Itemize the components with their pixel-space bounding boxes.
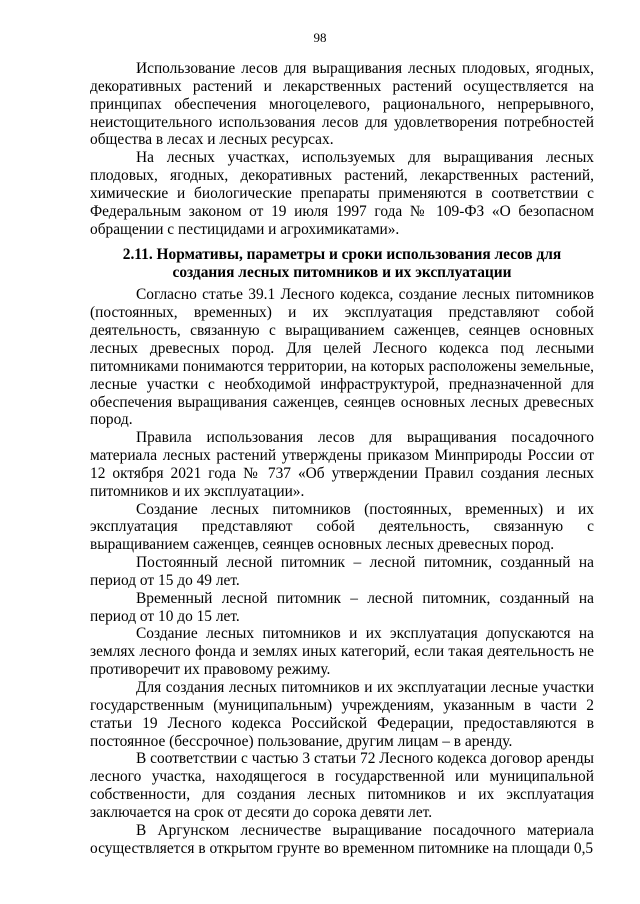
paragraph: В соответствии с частью 3 статьи 72 Лесного кодекса договор аренды лесного участка, находящегося в государственной или муниципальной собственности, для создания лесных питомников и их эксплуатация заключается на срок от десяти до сорока девяти лет. [90,750,594,821]
page-number: 98 [313,30,327,45]
page-body [90,60,594,857]
paragraph: Постоянный лесной питомник – лесной питомник, созданный на период от 15 до 49 лет. [90,554,594,589]
paragraph: Согласно статье 39.1 Лесного кодекса, создание лесных питомников (постоянных, временных) и их эксплуатация представляют собой деятельность, связанную с выращиванием саженцев, сеянцев основных лесных древесных пород. Для целей Лесного кодекса под лесными питомниками понимаются территории, на которых расположены земельные, лесные участки с необходимой инфраструктурой, предназначенной для обеспечения выращивания саженцев, сеянцев основных лесных древесных пород. [90,286,594,429]
paragraph: На лесных участках, используемых для выращивания лесных плодовых, ягодных, декоративных растений, лекарственных растений, химические и биологические препараты применяются в соответствии с Федеральным законом от 19 июля 1997 года № 109-ФЗ «О безопасном обращении с пестицидами и агрохимикатами». [90,149,594,238]
paragraph-last: В Аргунском лесничестве выращивание посадочного материала осуществляется в открытом грунте во временном питомнике на площади 0,5 [90,821,594,857]
paragraph: Использование лесов для выращивания лесных плодовых, ягодных, декоративных растений и лекарственных растений осуществляется на принципах обеспечения многоцелевого, рационального, непрерывного, неистощительного использования лесов для удовлетворения потребностей общества в лесах и лесных ресурсах. [90,60,594,149]
paragraph: Правила использования лесов для выращивания посадочного материала лесных растений утверждены приказом Минприроды России от 12 октября 2021 года № 737 «Об утверждении Правил создания лесных питомников и их эксплуатации». [90,429,594,500]
paragraph: Создание лесных питомников и их эксплуатация допускаются на землях лесного фонда и землях иных категорий, если такая деятельность не противоречит их правовому режиму. [90,625,594,679]
paragraph: Создание лесных питомников (постоянных, временных) и их эксплуатация представляют собой деятельность, связанную с выращиванием саженцев, сеянцев основных лесных древесных пород. [90,500,594,554]
section-heading: 2.11. Нормативы, параметры и сроки использования лесов для создания лесных питомников и их эксплуатации [122,246,562,282]
paragraph: Для создания лесных питомников и их эксплуатации лесные участки государственным (муниципальным) учреждениям, указанным в части 2 статьи 19 Лесного кодекса Российской Федерации, предоставляются в постоянное (бессрочное) пользование, другим лицам – в аренду. [90,679,594,750]
paragraph: Временный лесной питомник – лесной питомник, созданный на период от 10 до 15 лет. [90,589,594,625]
